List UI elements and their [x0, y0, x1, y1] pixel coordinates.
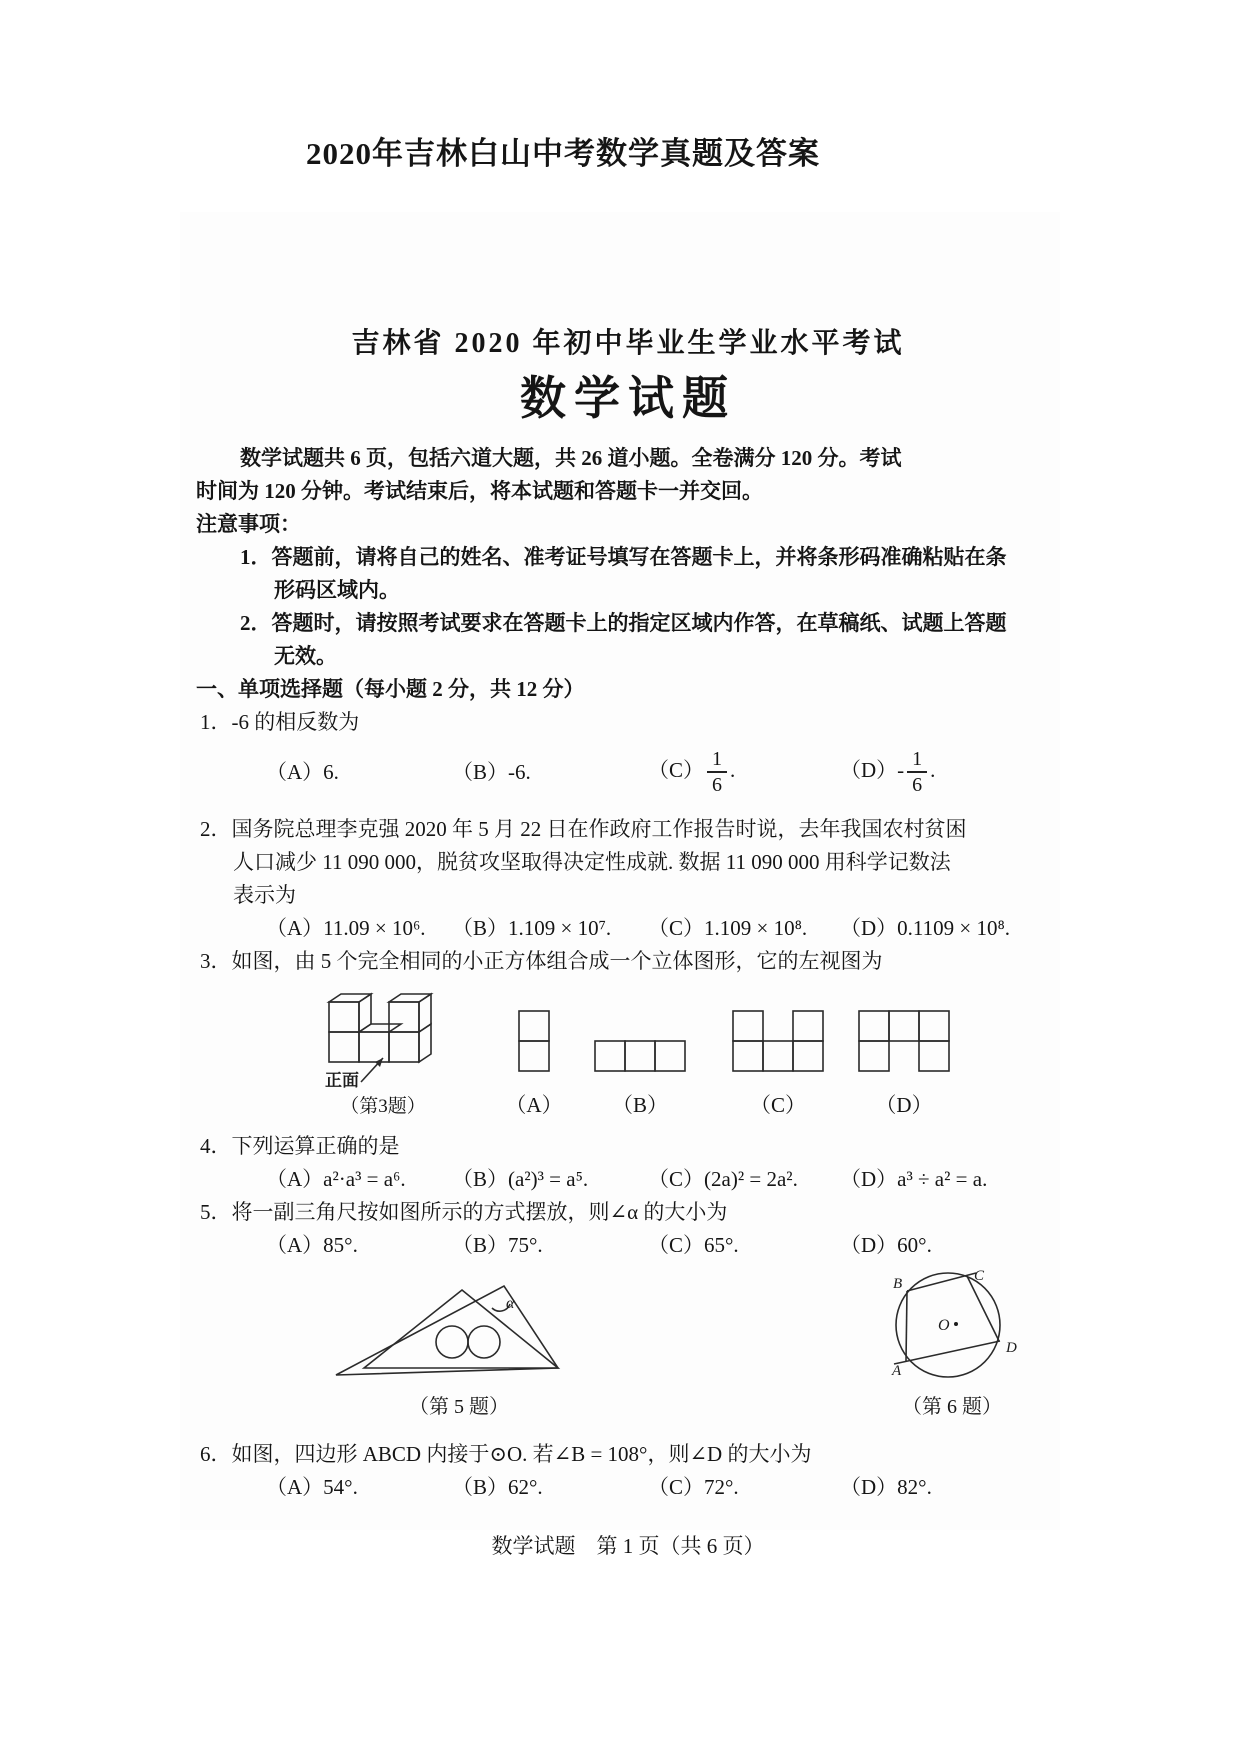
q5-option-c: （C）65°.: [648, 1233, 739, 1257]
intro-line-1: 数学试题共 6 页，包括六道大题，共 26 道小题。全卷满分 120 分。考试: [240, 446, 902, 470]
figure-6-caption: （第 6 题）: [902, 1396, 1002, 1418]
notice-2-line-2: 无效。: [274, 644, 337, 668]
intro-line-2: 时间为 120 分钟。考试结束后，将本试题和答题卡一并交回。: [196, 479, 763, 503]
page-footer: 数学试题 第 1 页（共 6 页）: [491, 1534, 765, 1558]
cube-solid-figure: [308, 984, 458, 1122]
front-face-label: 正面: [325, 1071, 359, 1088]
triangle-rulers-svg: [334, 1278, 564, 1380]
exam-paper-scan: [180, 212, 1060, 1558]
q3-option-b-label: （B）: [611, 1093, 668, 1117]
page-title: 2020年吉林白山中考数学真题及答案: [306, 136, 820, 171]
q5-option-a: （A）85°.: [266, 1233, 358, 1257]
q3-option-d-label: （D）: [875, 1093, 933, 1117]
exam-title: 数学试题: [520, 373, 736, 424]
circle-quadrilateral-figure: [882, 1268, 1022, 1422]
q2-option-d: （D）0.1109 × 10⁸.: [840, 916, 1011, 940]
figure-5-caption: （第 5 题）: [409, 1396, 509, 1418]
q2-option-c: （C）1.109 × 10⁸.: [648, 916, 808, 940]
q1-option-c-suffix: .: [730, 757, 736, 782]
vertex-d-label: D: [1006, 1340, 1017, 1356]
q4-option-a: （A）a²·a³ = a⁶.: [266, 1167, 406, 1191]
question-5-options: [266, 1229, 1060, 1262]
question-1-options: [266, 739, 1060, 805]
section-1-heading: 一、单项选择题（每小题 2 分，共 12 分）: [196, 677, 585, 701]
figure-3-caption: （第3题）: [340, 1096, 426, 1117]
cube-solid-svg: [321, 984, 445, 1088]
notice-1-line-2: 形码区域内。: [274, 578, 400, 602]
center-o-label: O: [938, 1317, 950, 1334]
q4-option-b: （B）(a²)³ = a⁵.: [452, 1167, 589, 1191]
circle-quadrilateral-svg: [882, 1268, 1022, 1380]
fraction: [907, 748, 927, 797]
alpha-angle-label: α: [506, 1295, 515, 1312]
q5-option-b: （B）75°.: [452, 1233, 543, 1257]
q3-option-d-figure: [854, 1009, 954, 1122]
q6-option-d: （D）82°.: [840, 1475, 932, 1499]
q1-option-a: （A）6.: [266, 759, 339, 784]
q6-option-c: （C）72°.: [648, 1475, 739, 1499]
q2-option-b: （B）1.109 × 10⁷.: [452, 916, 612, 940]
q6-option-a: （A）54°.: [266, 1475, 358, 1499]
exam-header: 吉林省 2020 年初中毕业生学业水平考试: [351, 328, 905, 359]
fraction-numerator: 1: [907, 748, 927, 773]
q4-option-d: （D）a³ ÷ a² = a.: [840, 1167, 988, 1191]
question-5-stem: 5．将一副三角尺按如图所示的方式摆放，则∠α 的大小为: [200, 1200, 728, 1224]
question-2-stem-line-1: 2．国务院总理李克强 2020 年 5 月 22 日在作政府工作报告时说，去年我国农村贫困: [200, 817, 967, 841]
notice-heading: 注意事项：: [196, 512, 301, 536]
q3-option-c-figure: [728, 1009, 828, 1122]
q1-option-d: [840, 748, 1060, 797]
question-3-figures: [308, 984, 1060, 1122]
q1-option-d-prefix: （D）-: [840, 757, 905, 782]
vertex-a-label: A: [892, 1363, 902, 1379]
q4-option-c: （C）(2a)² = 2a².: [648, 1167, 798, 1191]
fraction: [707, 748, 727, 797]
q3-option-a-label: （A）: [505, 1093, 563, 1117]
fraction-denominator: 6: [912, 774, 923, 796]
question-4-options: [266, 1163, 1060, 1196]
question-2-stem-line-2: 人口减少 11 090 000，脱贫攻坚取得决定性成就. 数据 11 090 000 用科学记数法: [233, 850, 951, 874]
notice-item-1: [196, 541, 1060, 607]
question-4-stem: 4．下列运算正确的是: [200, 1134, 400, 1158]
triangle-rulers-figure: [334, 1278, 584, 1422]
exam-intro: [196, 442, 1060, 508]
view-a-svg: [517, 1009, 551, 1073]
q3-option-a-figure: [502, 1009, 566, 1122]
question-3-stem: 3．如图，由 5 个完全相同的小正方体组合成一个立体图形，它的左视图为: [200, 949, 883, 973]
q3-option-b-figure: [590, 1039, 690, 1122]
q1-option-c: [648, 748, 840, 797]
question-2-stem-line-3: 表示为: [233, 883, 296, 907]
question-6-stem: 6．如图，四边形 ABCD 内接于⊙O. 若∠B = 108°，则∠D 的大小为: [200, 1442, 812, 1466]
q1-option-c-prefix: （C）: [648, 757, 705, 782]
vertex-b-label: B: [893, 1276, 903, 1292]
q5-option-d: （D）60°.: [840, 1233, 932, 1257]
notice-2-line-1: 2．答题时，请按照考试要求在答题卡上的指定区域内作答，在草稿纸、试题上答题: [240, 611, 1007, 635]
q2-option-a: （A）11.09 × 10⁶.: [266, 916, 426, 940]
fraction-denominator: 6: [712, 774, 723, 796]
q1-option-d-suffix: .: [930, 757, 936, 782]
q1-option-b: （B）-6.: [452, 759, 531, 784]
question-5-6-figures: [316, 1268, 1060, 1422]
notice-item-2: [196, 607, 1060, 673]
vertex-c-label: C: [974, 1268, 985, 1284]
view-c-svg: [731, 1009, 825, 1073]
view-d-svg: [857, 1009, 951, 1073]
view-b-svg: [593, 1039, 687, 1073]
q3-option-c-label: （C）: [749, 1093, 806, 1117]
fraction-numerator: 1: [707, 748, 727, 773]
notice-1-line-1: 1．答题前，请将自己的姓名、准考证号填写在答题卡上，并将条形码准确粘贴在条: [240, 545, 1007, 569]
q6-option-b: （B）62°.: [452, 1475, 543, 1499]
question-2-options: [266, 912, 1060, 945]
question-6-options: [266, 1471, 1060, 1504]
question-1-stem: 1．-6 的相反数为: [200, 710, 360, 734]
